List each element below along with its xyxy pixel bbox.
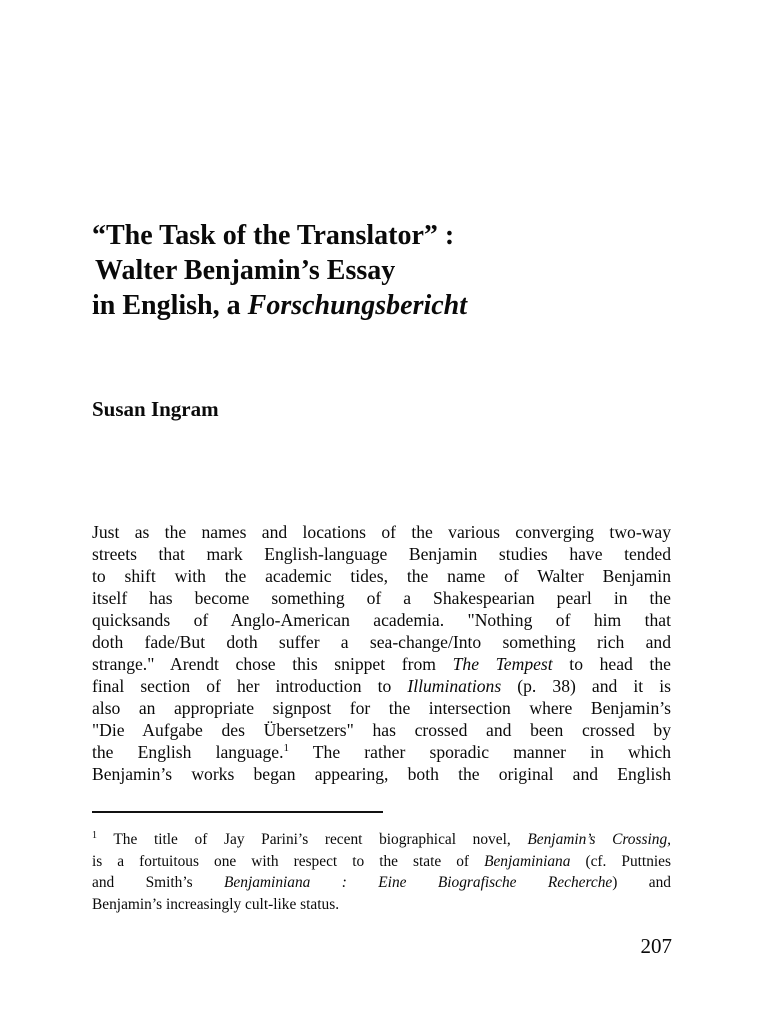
body-line: also an appropriate signpost for the intersection where Benjamin’s: [92, 698, 671, 718]
body-text-run: The rather sporadic manner in which: [288, 742, 671, 762]
chapter-title: [92, 218, 692, 323]
author-name: Susan Ingram: [92, 397, 219, 421]
footnote: [92, 829, 671, 915]
work-title-recherche: Benjaminiana : Eine Biografische Recherche: [224, 874, 613, 891]
body-text-run: (p. 38) and it is: [501, 676, 671, 696]
body-line: streets that mark English-language Benjamin studies have tended: [92, 544, 671, 564]
footnote-text-run: ) and: [612, 874, 671, 891]
footnote-line: Benjamin’s increasingly cult-like status.: [92, 895, 340, 913]
footnote-separator: [92, 811, 383, 813]
title-line-3: [92, 288, 692, 323]
title-line-3-prefix: in English, a: [92, 290, 248, 321]
term-benjaminiana: Benjaminiana: [484, 852, 571, 870]
body-text-run: strange." Arendt chose this snippet from: [92, 654, 453, 674]
footnote-text-run: is a fortuitous one with respect to the state of: [92, 852, 485, 870]
body-line: to shift with the academic tides, the name of Walter Benjamin: [92, 566, 671, 586]
work-title-benjamins-crossing: Benjamin’s Crossing,: [527, 831, 671, 848]
body-line: Benjamin’s works began appearing, both the original and English: [92, 764, 671, 784]
body-line: itself has become something of a Shakespearian pearl in the: [92, 588, 671, 608]
body-paragraph: [92, 521, 671, 785]
body-line: [92, 675, 671, 697]
work-title-illuminations: Illuminations: [407, 676, 502, 696]
body-line: doth fade/But doth suffer a sea-change/Into something rich and: [92, 632, 671, 652]
footnote-text-run: (cf. Puttnies: [570, 852, 671, 870]
body-line: "Die Aufgabe des Übersetzers" has crossed and been crossed by: [92, 720, 671, 740]
footnote-line: [92, 829, 671, 851]
work-title-tempest: The Tempest: [452, 654, 553, 674]
body-line: quicksands of Anglo-American academia. "Nothing of him that: [92, 610, 671, 630]
body-text-run: the English language.: [92, 742, 284, 762]
body-line: [92, 741, 671, 763]
body-line: Just as the names and locations of the various converging two-way: [92, 522, 671, 542]
footnote-line: [92, 851, 671, 873]
footnote-text-run: and Smith’s: [92, 874, 225, 891]
page-number: 207: [640, 934, 672, 958]
title-line-2: Walter Benjamin’s Essay: [95, 255, 396, 286]
body-text-run: to head the: [552, 654, 671, 674]
footnote-text-run: The title of Jay Parini’s recent biographical novel,: [97, 831, 528, 848]
body-text-run: final section of her introduction to: [92, 676, 408, 696]
body-line: [92, 653, 671, 675]
title-line-1: “The Task of the Translator” :: [92, 220, 455, 251]
title-line-3-italic: Forschungsbericht: [247, 290, 468, 321]
footnote-marker: 1: [92, 829, 97, 841]
footnote-reference[interactable]: 1: [283, 742, 289, 755]
footnote-line: [92, 872, 671, 894]
